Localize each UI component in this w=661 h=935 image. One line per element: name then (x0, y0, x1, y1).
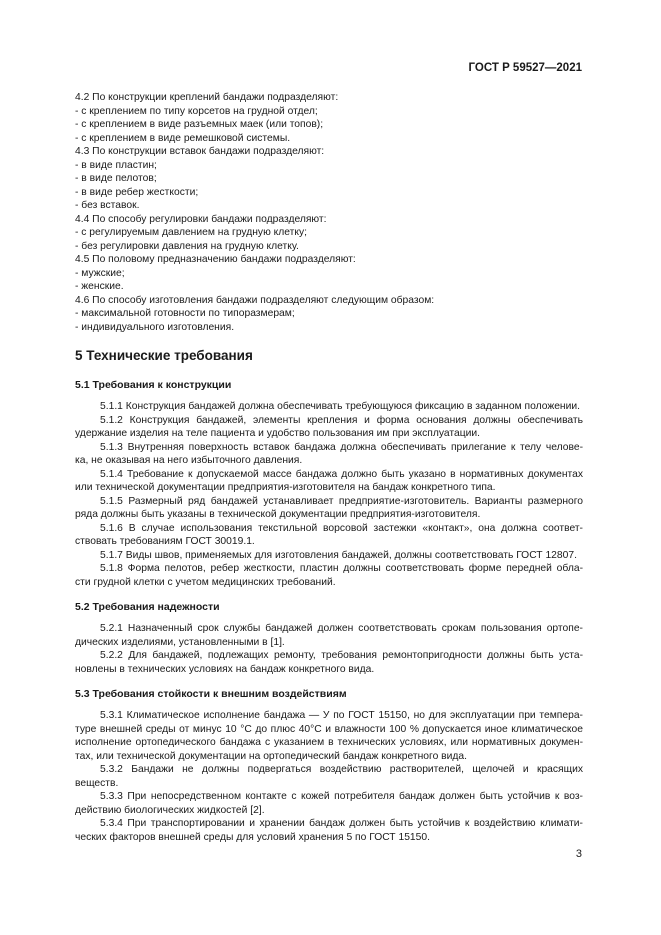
text-line: - максимальной готовности по типоразмерам; (75, 308, 295, 319)
text-line: - с креплением в виде разъемных маек (или топов); (75, 119, 324, 130)
text-line: - в виде пелотов; (75, 173, 157, 184)
paragraph-line: действию биологических жидкостей [2]. (75, 804, 265, 816)
subsection-5-3-body (75, 709, 583, 844)
paragraph-line: 5.3.2 Бандажи не должны подвергаться воздействию растворителей, щелочей и красящих (100, 764, 583, 775)
paragraph-line: ряда должны быть указаны в технической документации предприятия-изготовителя. (75, 509, 481, 520)
text-line: - с креплением в виде ремешковой системы. (75, 132, 291, 144)
text-line: - с регулируемым давлением на грудную клетку; (75, 227, 308, 238)
paragraph-line: 5.1.7 Виды швов, применяемых для изготовления бандажей, должны соответствовать ГОСТ 12807. (100, 549, 577, 561)
subsection-5-1-heading: 5.1 Требования к конструкции (75, 379, 232, 391)
text-line: 4.2 По конструкции креплений бандажи подразделяют: (75, 92, 339, 103)
subsection-5-3-heading: 5.3 Требования стойкости к внешним воздействиям (75, 688, 347, 700)
text-line: - женские. (75, 281, 124, 292)
text-line: - без регулировки давления на грудную клетку. (75, 240, 299, 252)
paragraph-line: 5.1.4 Требование к допускаемой массе бандажа должно быть указано в нормативных документах (100, 468, 583, 480)
paragraph-line: 5.1.6 В случае использования текстильной ворсовой застежки «контакт», она должна соответ- (100, 522, 583, 534)
text-line: 4.6 По способу изготовления бандажи подразделяют следующим образом: (75, 294, 435, 306)
paragraph-line: 5.2.1 Назначенный срок службы бандажей должен соответствовать срокам пользования ортопе- (100, 623, 583, 634)
subsection-5-1-body (75, 400, 583, 589)
paragraph-line: ческих факторов внешней среды для условий хранения 5 по ГОСТ 15150. (75, 831, 430, 843)
text-line: 4.5 По половому предназначению бандажи подразделяют: (75, 254, 356, 265)
paragraph-line: 5.3.3 При непосредственном контакте с кожей потребителя бандаж должен быть устойчив к воз- (100, 791, 583, 802)
text-line: 4.4 По способу регулировки бандажи подразделяют: (75, 213, 327, 225)
text-line: - без вставок. (75, 200, 140, 211)
paragraph-line: веществ. (75, 777, 119, 789)
text-line: - с креплением по типу корсетов на грудной отдел; (75, 105, 318, 117)
paragraph-line: 5.2.2 Для бандажей, подлежащих ремонту, требования ремонтопригодности должны быть уста- (100, 650, 583, 661)
text-line: - мужские; (75, 267, 125, 279)
paragraph-line: 5.1.5 Размерный ряд бандажей устанавливает предприятие-изготовитель. Варианты размерного (100, 495, 583, 507)
document-body (75, 91, 583, 844)
paragraph-line: или технической документации предприятия-изготовителя на бандаж конкретного типа. (75, 482, 496, 493)
paragraph-line: 5.1.8 Форма пелотов, ребер жесткости, пластин должны соответствовать форме передней обла- (100, 563, 583, 574)
paragraph-line: новлены в технических условиях на бандаж конкретного вида. (75, 663, 375, 675)
paragraph-line: ствовать требованиям ГОСТ 30019.1. (75, 536, 255, 547)
paragraph-line: тах, или технической документации на ортопедический бандаж конкретного вида. (75, 750, 467, 762)
paragraph-line: исполнение ортопедического бандажа с указанием в технических условиях, или нормативных докумен- (75, 737, 583, 748)
paragraph-line: туре внешней среды от минус 10 °С до плюс 40°С и влажности 100 % допускается иное климатическое (75, 723, 583, 735)
paragraph-line: удержание изделия на теле пациента и удобство пользования им при эксплуатации. (75, 428, 480, 439)
paragraph-line: 5.1.2 Конструкция бандажей, элементы крепления и форма основания должны обеспечивать (100, 414, 583, 426)
paragraph-line: 5.3.1 Климатическое исполнение бандажа — У по ГОСТ 15150, но для эксплуатации при темпера- (100, 710, 583, 721)
text-line: - в виде ребер жесткости; (75, 186, 199, 198)
section-4-list (75, 91, 583, 334)
paragraph-line: 5.1.1 Конструкция бандажей должна обеспечивать требующуюся фиксацию в заданном положении. (100, 401, 580, 412)
section-5-heading: 5 Технические требования (75, 348, 253, 363)
paragraph-line: 5.3.4 При транспортировании и хранении бандаж должен быть устойчив к воздействию климати- (100, 818, 583, 829)
paragraph-line: сти грудной клетки с учетом медицинских требований. (75, 576, 336, 588)
subsection-5-2-body (75, 622, 583, 676)
text-line: - индивидуального изготовления. (75, 321, 235, 333)
paragraph-line: ка, не оказывая на него избыточного давления. (75, 455, 303, 466)
document-header: ГОСТ Р 59527—2021 (468, 62, 582, 74)
text-line: 4.3 По конструкции вставок бандажи подразделяют: (75, 146, 325, 157)
text-line: - в виде пластин; (75, 159, 157, 171)
page-number: 3 (575, 848, 582, 860)
subsection-5-2-heading: 5.2 Требования надежности (75, 601, 220, 613)
paragraph-line: дических изделиями, установленными в [1]. (75, 636, 285, 648)
paragraph-line: 5.1.3 Внутренняя поверхность вставок бандажа должна обеспечивать прилегание к телу челове- (100, 441, 583, 453)
